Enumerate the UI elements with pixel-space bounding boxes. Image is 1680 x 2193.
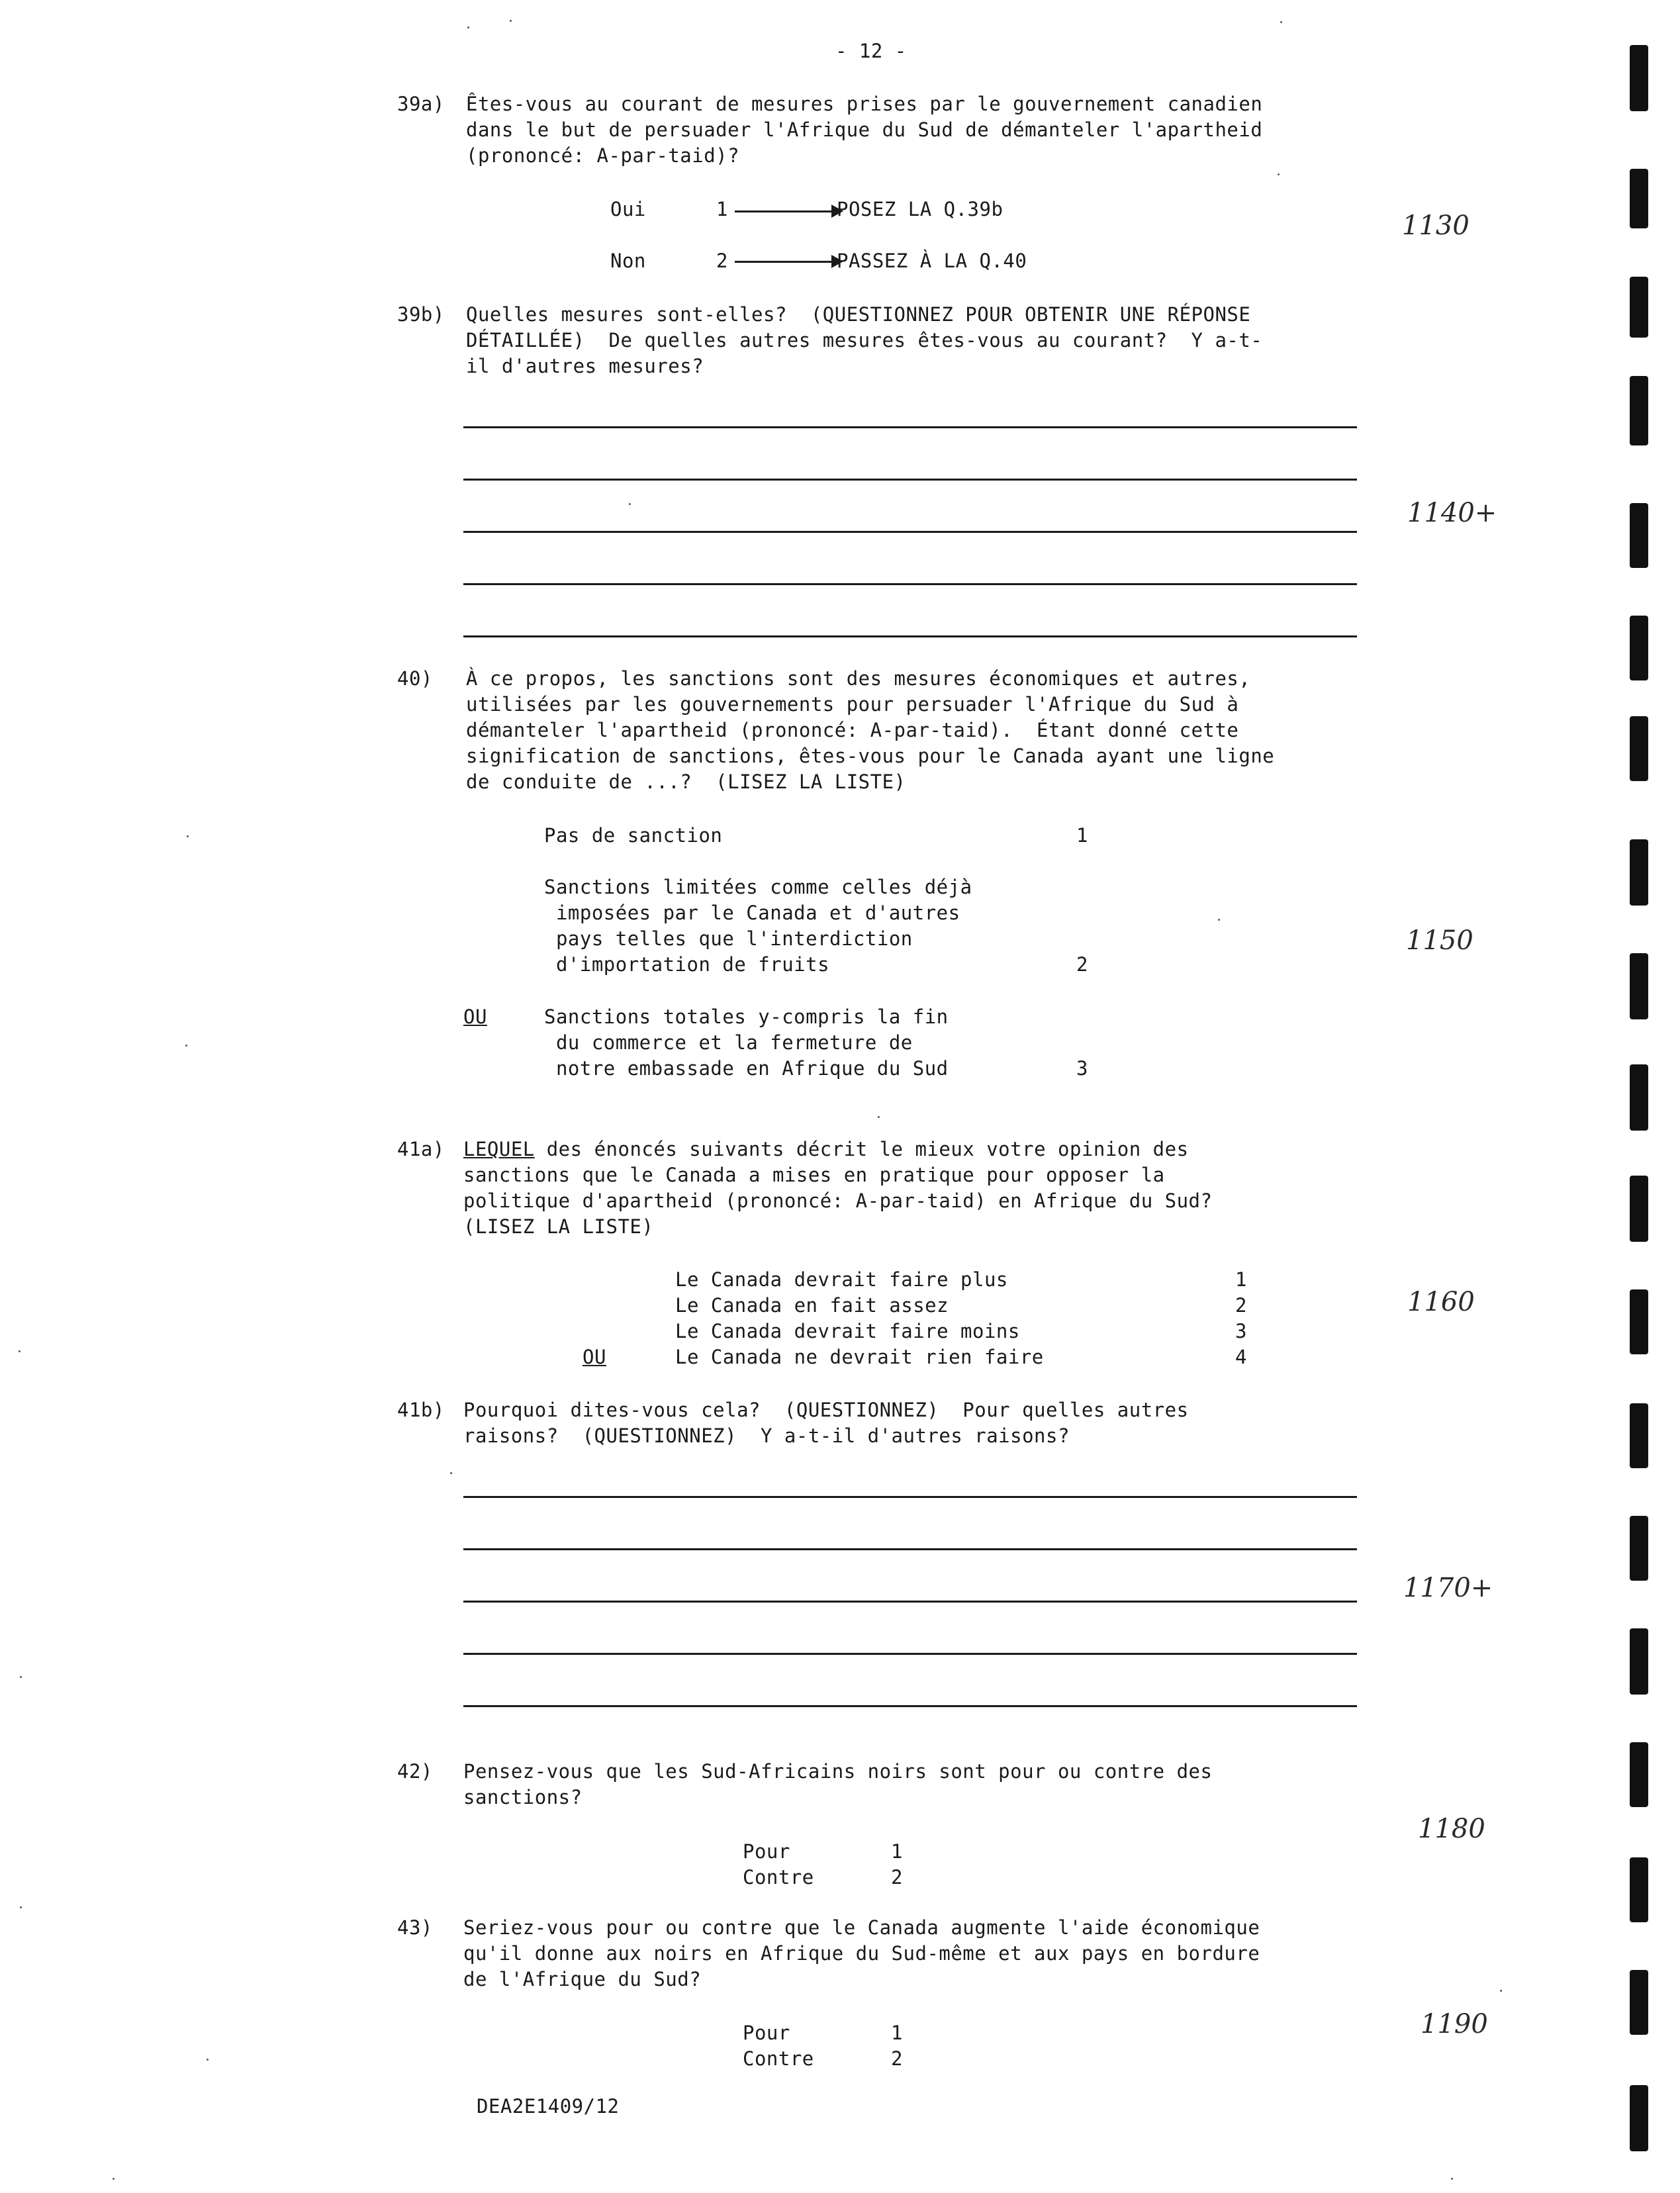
margin-code: 1150 [1406, 925, 1473, 956]
registration-mark [1630, 1857, 1648, 1922]
question-text-line: (LISEZ LA LISTE) [463, 1215, 654, 1238]
question-number: 39a) [397, 93, 445, 115]
speck [1278, 173, 1280, 175]
option-label: Non [610, 250, 646, 272]
option-label-line: Sanctions totales y-compris la fin [544, 1005, 949, 1028]
registration-mark [1630, 1289, 1648, 1354]
question-text-line: signification de sanctions, êtes-vous pour le Canada ayant une ligne [466, 745, 1275, 767]
question-text-line: Pensez-vous que les Sud-Africains noirs sont pour ou contre des [463, 1760, 1213, 1783]
question-text-line: dans le but de persuader l'Afrique du Sud de démanteler l'apartheid [466, 118, 1263, 141]
speck [1218, 919, 1220, 921]
registration-mark [1630, 2085, 1648, 2151]
question-text-line: de l'Afrique du Sud? [463, 1968, 702, 1990]
speck [20, 1676, 22, 1678]
registration-mark [1630, 616, 1648, 680]
registration-mark [1630, 1742, 1648, 1807]
speck [1280, 21, 1282, 23]
question-number: 41a) [397, 1138, 445, 1160]
option-code: 2 [1076, 953, 1088, 976]
option-code: 2 [891, 2047, 903, 2070]
question-text-line: DÉTAILLÉE) De quelles autres mesures êtes-vous au courant? Y a-t- [466, 329, 1263, 351]
answer-line[interactable] [463, 1601, 1357, 1603]
option-code: 2 [716, 250, 728, 272]
margin-code: 1170+ [1403, 1573, 1493, 1603]
margin-code: 1180 [1418, 1814, 1485, 1844]
page-number: - 12 - [835, 40, 907, 62]
answer-line[interactable] [463, 426, 1357, 428]
skip-arrow [735, 261, 833, 263]
question-number: 43) [397, 1916, 433, 1939]
option-label: Pas de sanction [544, 824, 723, 847]
answer-line[interactable] [463, 1548, 1357, 1550]
speck [1451, 2178, 1453, 2180]
question-text-line: sanctions? [463, 1786, 583, 1808]
registration-mark [1630, 1516, 1648, 1581]
question-text-line: qu'il donne aux noirs en Afrique du Sud-même et aux pays en bordure [463, 1942, 1260, 1965]
option-code: 1 [1235, 1268, 1247, 1291]
speck [467, 26, 469, 28]
option-label-line: Sanctions limitées comme celles déjà [544, 876, 972, 898]
question-text-line: Quelles mesures sont-elles? (QUESTIONNEZ POUR OBTENIR UNE RÉPONSE [466, 303, 1251, 326]
option-code: 3 [1235, 1320, 1247, 1342]
ou-marker: OU [463, 1005, 487, 1028]
speck [510, 20, 512, 22]
margin-code: 1160 [1407, 1287, 1475, 1317]
speck [113, 2178, 115, 2180]
option-label-line: pays telles que l'interdiction [544, 927, 913, 950]
speck [187, 835, 189, 837]
option-code: 1 [891, 2022, 903, 2044]
question-number: 42) [397, 1760, 433, 1783]
question-text-line: Seriez-vous pour ou contre que le Canada augmente l'aide économique [463, 1916, 1260, 1939]
margin-code: 1130 [1402, 210, 1470, 241]
option-label: Pour [743, 2022, 790, 2044]
option-code: 4 [1235, 1346, 1247, 1368]
option-label: Contre [743, 2047, 814, 2070]
registration-mark [1630, 1970, 1648, 2035]
option-label-line: d'importation de fruits [544, 953, 830, 976]
registration-mark [1630, 1176, 1648, 1242]
question-text-line: Pourquoi dites-vous cela? (QUESTIONNEZ) Pour quelles autres [463, 1399, 1189, 1421]
question-text-line: il d'autres mesures? [466, 355, 704, 377]
emphasis-lequel: LEQUEL [463, 1138, 535, 1160]
option-label: Oui [610, 198, 646, 220]
question-text-rest: des énoncés suivants décrit le mieux votre opinion des [534, 1138, 1189, 1160]
speck [878, 1116, 880, 1118]
question-text-line: utilisées par les gouvernements pour persuader l'Afrique du Sud à [466, 693, 1239, 716]
registration-mark [1630, 376, 1648, 445]
answer-line[interactable] [463, 635, 1357, 637]
registration-mark [1630, 503, 1648, 568]
option-code: 2 [1235, 1294, 1247, 1317]
option-label: Le Canada devrait faire moins [675, 1320, 1020, 1342]
ou-marker: OU [583, 1346, 606, 1368]
option-label-line: notre embassade en Afrique du Sud [544, 1057, 949, 1080]
answer-line[interactable] [463, 1496, 1357, 1498]
answer-line[interactable] [463, 479, 1357, 481]
question-number: 39b) [397, 303, 445, 326]
option-label: Le Canada devrait faire plus [675, 1268, 1008, 1291]
registration-mark [1630, 839, 1648, 906]
margin-code: 1140+ [1407, 498, 1497, 528]
question-text-line: sanctions que le Canada a mises en pratique pour opposer la [463, 1164, 1165, 1186]
option-code: 1 [891, 1840, 903, 1863]
answer-line[interactable] [463, 1653, 1357, 1655]
option-label: Le Canada ne devrait rien faire [675, 1346, 1044, 1368]
speck [19, 1350, 21, 1352]
registration-mark [1630, 169, 1648, 228]
question-number: 40) [397, 667, 433, 690]
question-text-line: de conduite de ...? (LISEZ LA LISTE) [466, 770, 906, 793]
registration-mark [1630, 953, 1648, 1019]
question-text-line: démanteler l'apartheid (prononcé: A-par-taid). Étant donné cette [466, 719, 1239, 741]
answer-line[interactable] [463, 583, 1357, 585]
speck [629, 503, 631, 505]
option-label: Pour [743, 1840, 790, 1863]
skip-instruction: PASSEZ À LA Q.40 [837, 250, 1027, 272]
question-text-line: Êtes-vous au courant de mesures prises par le gouvernement canadien [466, 93, 1263, 115]
question-text-line: politique d'apartheid (prononcé: A-par-taid) en Afrique du Sud? [463, 1190, 1213, 1212]
option-label-line: imposées par le Canada et d'autres [544, 902, 960, 924]
speck [20, 1906, 22, 1908]
speck [207, 2059, 209, 2061]
margin-code: 1190 [1421, 2009, 1488, 2039]
registration-mark [1630, 1403, 1648, 1468]
option-label: Contre [743, 1866, 814, 1889]
option-code: 1 [1076, 824, 1088, 847]
speck [450, 1472, 452, 1474]
speck [185, 1045, 187, 1047]
speck [1500, 1990, 1502, 1992]
question-text-line: À ce propos, les sanctions sont des mesures économiques et autres, [466, 667, 1251, 690]
option-label-line: du commerce et la fermeture de [544, 1031, 913, 1054]
option-label: Le Canada en fait assez [675, 1294, 949, 1317]
question-number: 41b) [397, 1399, 445, 1421]
skip-arrow [735, 210, 833, 212]
option-code: 2 [891, 1866, 903, 1889]
option-code: 1 [716, 198, 728, 220]
footer-code: DEA2E1409/12 [477, 2095, 620, 2118]
question-text-line: (prononcé: A-par-taid)? [466, 144, 740, 167]
question-text-line: raisons? (QUESTIONNEZ) Y a-t-il d'autres raisons? [463, 1424, 1070, 1447]
answer-line[interactable] [463, 531, 1357, 533]
answer-line[interactable] [463, 1705, 1357, 1707]
registration-mark [1630, 716, 1648, 781]
skip-instruction: POSEZ LA Q.39b [837, 198, 1003, 220]
option-code: 3 [1076, 1057, 1088, 1080]
registration-mark [1630, 1628, 1648, 1695]
registration-mark [1630, 45, 1648, 111]
question-text-line [463, 1137, 1189, 1162]
registration-mark [1630, 1064, 1648, 1131]
registration-mark [1630, 277, 1648, 338]
